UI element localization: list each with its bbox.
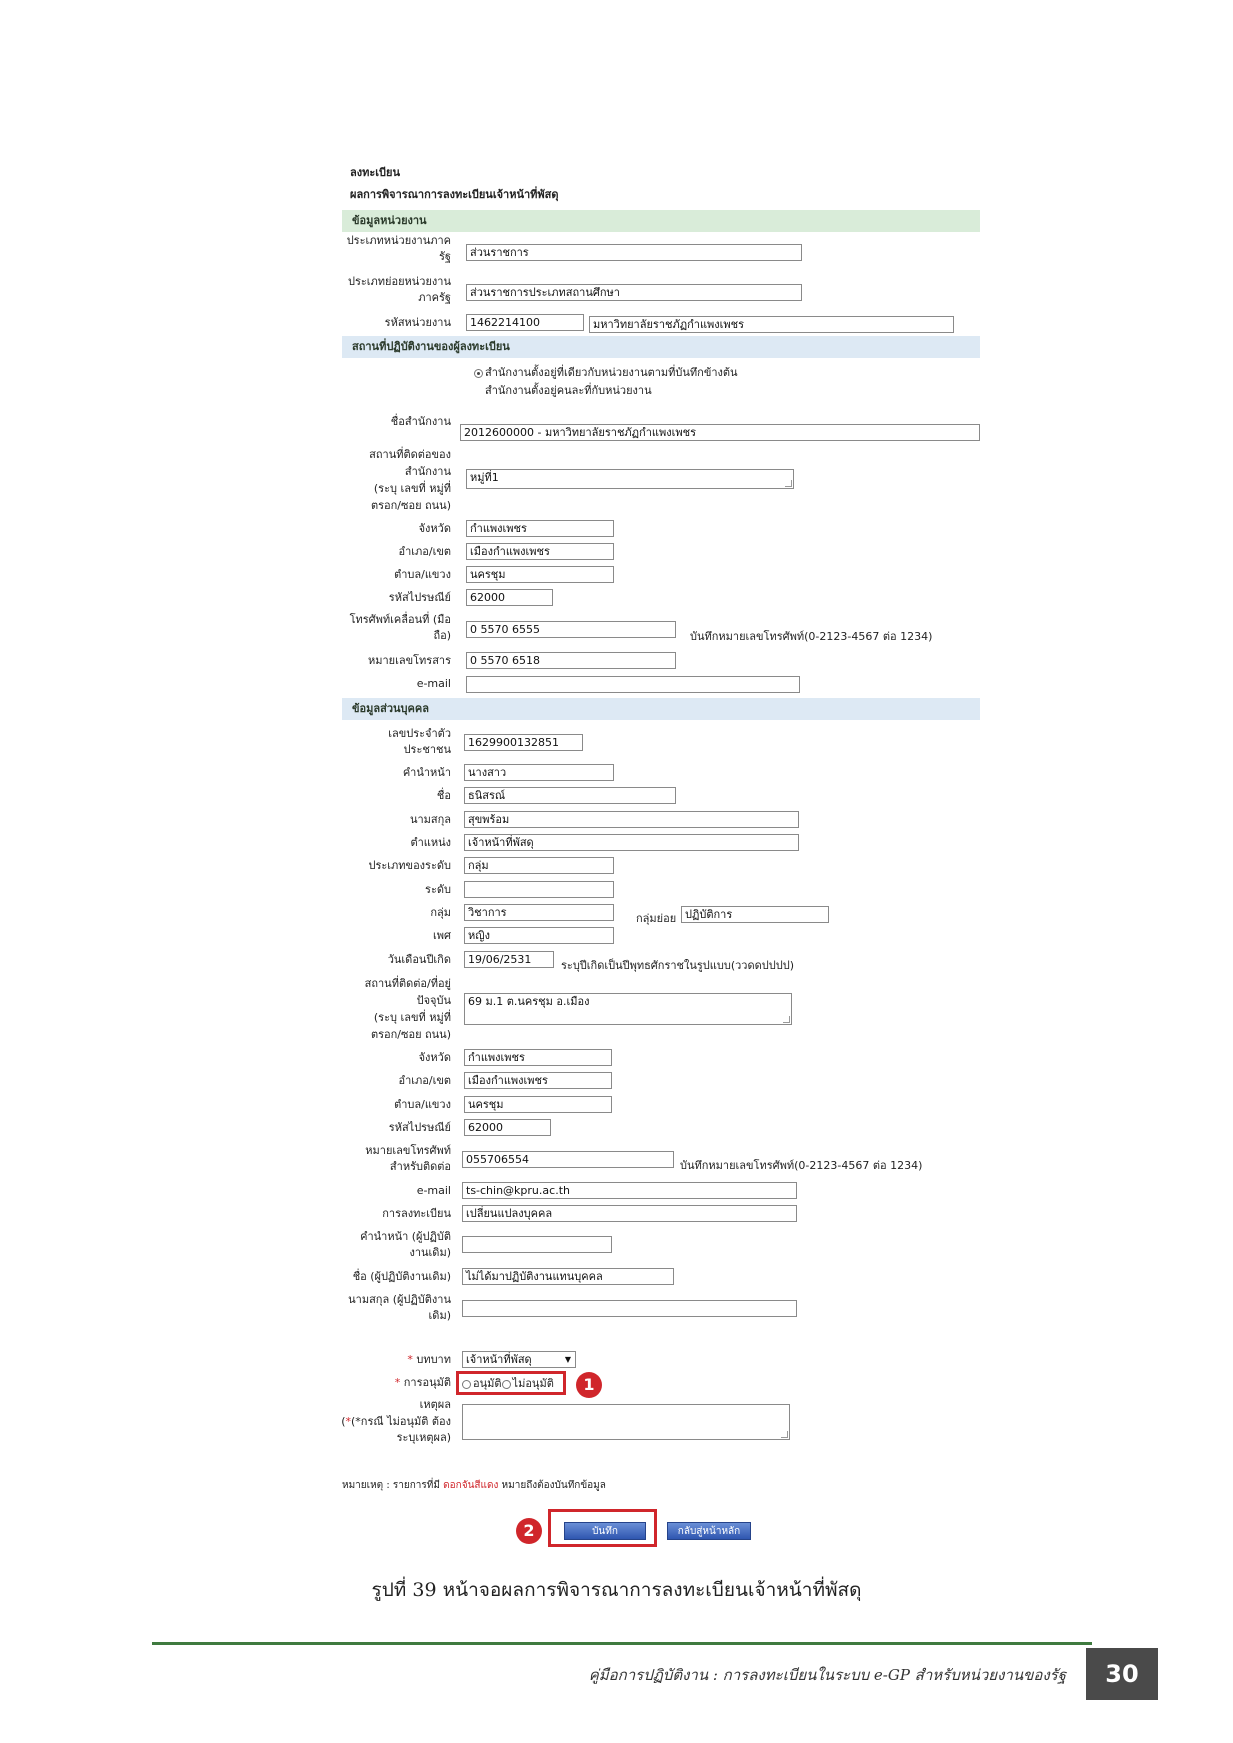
office-fax-label: หมายเลขโทรสาร	[367, 654, 451, 667]
resize-grip-icon[interactable]	[783, 1016, 790, 1023]
office-province-label: จังหวัด	[418, 522, 451, 535]
position-label: ตำแหน่ง	[410, 836, 451, 849]
office-postal-field[interactable]: 62000	[466, 589, 553, 606]
office-location-same-option[interactable]: สำนักงานตั้งอยู่ที่เดียวกับหน่วยงานตามที่บันทึกข้างต้น	[474, 366, 738, 381]
home-subdistrict-field[interactable]: นครชุม	[464, 1096, 612, 1113]
reason-label: เหตุผล (*(*กรณี ไม่อนุมัติ ต้อง ระบุเหตุผล)	[341, 1398, 451, 1444]
office-location-other-option[interactable]: สำนักงานตั้งอยู่คนละที่กับหน่วยงาน	[485, 384, 652, 397]
breadcrumb: ลงทะเบียน	[350, 166, 400, 179]
sex-field[interactable]: หญิง	[464, 927, 614, 944]
office-email-label: e-mail	[416, 677, 451, 690]
home-address-label: สถานที่ติดต่อ/ที่อยู่ ปัจจุบัน (ระบุ เลขที่ หมู่ที่ ตรอก/ซอย ถนน)	[364, 977, 451, 1042]
callout-marker-2: 2	[516, 1518, 542, 1544]
sex-label: เพศ	[433, 929, 451, 942]
subgroup-label: กลุ่มย่อย	[636, 912, 677, 925]
resize-grip-icon[interactable]	[785, 480, 792, 487]
firstname-field[interactable]: ธนิสรณ์	[464, 787, 676, 804]
person-email-field[interactable]: ts-chin@kpru.ac.th	[462, 1182, 797, 1199]
birth-hint: ระบุปีเกิดเป็นปีพุทธศักราชในรูปแบบ(ววดดปปปป)	[561, 959, 794, 972]
agency-code-field[interactable]: 1462214100	[466, 314, 584, 331]
person-email-label: e-mail	[416, 1184, 451, 1197]
office-province-field[interactable]: กำแพงเพชร	[466, 520, 614, 537]
required-footnote: หมายเหตุ : รายการที่มี ดอกจันสีแดง หมายถึงต้องบันทึกข้อมูล	[342, 1480, 606, 1491]
agency-code-label: รหัสหน่วยงาน	[384, 316, 451, 329]
registration-type-label: การลงทะเบียน	[382, 1207, 451, 1220]
level-field[interactable]	[464, 881, 614, 898]
lastname-label: นามสกุล	[409, 813, 451, 826]
agency-section-header: ข้อมูลหน่วยงาน	[342, 210, 980, 232]
office-district-label: อำเภอ/เขต	[398, 545, 451, 558]
approve-yes-option[interactable]: อนุมัติ	[462, 1377, 502, 1390]
contact-phone-field[interactable]: 055706554	[462, 1151, 674, 1168]
office-subdistrict-label: ตำบล/แขวง	[394, 568, 451, 581]
approve-label: * การอนุมัติ	[394, 1376, 451, 1389]
person-section-header: ข้อมูลส่วนบุคคล	[342, 698, 980, 720]
position-field[interactable]: เจ้าหน้าที่พัสดุ	[464, 834, 799, 851]
dropdown-arrow-icon: ▼	[564, 1355, 571, 1364]
home-province-label: จังหวัด	[418, 1051, 451, 1064]
old-prefix-field[interactable]	[462, 1236, 612, 1253]
office-name-label: ชื่อสำนักงาน	[390, 415, 451, 428]
office-fax-field[interactable]: 0 5570 6518	[466, 652, 676, 669]
radio-same-icon[interactable]	[474, 369, 483, 378]
level-type-field[interactable]: กลุ่ม	[464, 857, 614, 874]
mobile-hint: บันทึกหมายเลขโทรศัพท์(0-2123-4567 ต่อ 1234)	[690, 630, 933, 643]
id-field[interactable]: 1629900132851	[464, 734, 583, 751]
subgroup-field[interactable]: ปฏิบัติการ	[681, 906, 829, 923]
page-number: 30	[1086, 1648, 1158, 1700]
home-province-field[interactable]: กำแพงเพชร	[464, 1049, 612, 1066]
agency-subtype-label: ประเภทย่อยหน่วยงาน ภาครัฐ	[347, 275, 451, 304]
figure-caption: รูปที่ 39 หน้าจอผลการพิจารณาการลงทะเบียนเจ้าหน้าที่พัสดุ	[371, 1579, 862, 1601]
home-district-field[interactable]: เมืองกำแพงเพชร	[464, 1072, 612, 1089]
home-postal-field[interactable]: 62000	[464, 1119, 551, 1136]
approve-no-option[interactable]: ไม่อนุมัติ	[502, 1377, 554, 1390]
id-label: เลขประจำตัว ประชาชน	[388, 727, 451, 756]
home-address-field[interactable]: 69 ม.1 ต.นครชุม อ.เมือง	[464, 993, 792, 1025]
workplace-section-header: สถานที่ปฏิบัติงานของผู้ลงทะเบียน	[342, 336, 980, 358]
office-address-field[interactable]: หมู่ที่1	[466, 469, 794, 489]
old-prefix-label: คำนำหน้า (ผู้ปฏิบัติ งานเดิม)	[360, 1230, 451, 1259]
callout-marker-1: 1	[576, 1372, 602, 1398]
resize-grip-icon[interactable]	[781, 1431, 788, 1438]
agency-name-field[interactable]: มหาวิทยาลัยราชภัฏกำแพงเพชร	[589, 316, 954, 333]
prefix-field[interactable]: นางสาว	[464, 764, 614, 781]
office-postal-label: รหัสไปรษณีย์	[388, 591, 451, 604]
home-district-label: อำเภอ/เขต	[398, 1074, 451, 1087]
office-email-field[interactable]	[466, 676, 800, 693]
old-lastname-field[interactable]	[462, 1300, 797, 1317]
page-title: ผลการพิจารณาการลงทะเบียนเจ้าหน้าที่พัสดุ	[350, 188, 559, 201]
footer-rule	[152, 1642, 1092, 1645]
office-subdistrict-field[interactable]: นครชุม	[466, 566, 614, 583]
footer-text: คู่มือการปฏิบัติงาน : การลงทะเบียนในระบบ e-GP สำหรับหน่วยงานของรัฐ	[588, 1666, 1066, 1684]
office-address-label: สถานที่ติดต่อของ สำนักงาน (ระบุ เลขที่ หมู่ที่ ตรอก/ซอย ถนน)	[369, 448, 451, 513]
reason-field[interactable]	[462, 1404, 790, 1440]
lastname-field[interactable]: สุขพร้อม	[464, 811, 799, 828]
level-label: ระดับ	[425, 883, 451, 896]
old-lastname-label: นามสกุล (ผู้ปฏิบัติงาน เดิม)	[348, 1293, 451, 1322]
home-postal-label: รหัสไปรษณีย์	[388, 1121, 451, 1134]
birth-field[interactable]: 19/06/2531	[464, 951, 554, 968]
home-subdistrict-label: ตำบล/แขวง	[394, 1098, 451, 1111]
office-district-field[interactable]: เมืองกำแพงเพชร	[466, 543, 614, 560]
registration-type-field[interactable]: เปลี่ยนแปลงบุคคล	[462, 1205, 797, 1222]
group-label: กลุ่ม	[430, 906, 451, 919]
agency-type-label: ประเภทหน่วยงานภาค รัฐ	[346, 234, 451, 263]
prefix-label: คำนำหน้า	[402, 766, 451, 779]
save-button[interactable]: บันทึก	[564, 1522, 646, 1540]
callout-box-approval	[456, 1371, 566, 1395]
back-to-home-button[interactable]: กลับสู่หน้าหลัก	[667, 1522, 751, 1540]
agency-subtype-field[interactable]: ส่วนราชการประเภทสถานศึกษา	[466, 284, 802, 301]
level-type-label: ประเภทของระดับ	[368, 859, 451, 872]
role-select[interactable]: เจ้าหน้าที่พัสดุ ▼	[462, 1351, 576, 1368]
old-name-field[interactable]: ไม่ได้มาปฏิบัติงานแทนบุคคล	[462, 1268, 674, 1285]
firstname-label: ชื่อ	[436, 789, 451, 802]
birth-label: วันเดือนปีเกิด	[387, 953, 451, 966]
old-name-label: ชื่อ (ผู้ปฏิบัติงานเดิม)	[352, 1270, 451, 1283]
office-name-field[interactable]: 2012600000 - มหาวิทยาลัยราชภัฏกำแพงเพชร	[460, 424, 980, 441]
phone-hint: บันทึกหมายเลขโทรศัพท์(0-2123-4567 ต่อ 1234)	[680, 1159, 923, 1172]
group-field[interactable]: วิชาการ	[464, 904, 614, 921]
office-mobile-label: โทรศัพท์เคลื่อนที่ (มือ ถือ)	[349, 613, 451, 642]
contact-phone-label: หมายเลขโทรศัพท์ สำหรับติดต่อ	[365, 1144, 451, 1173]
office-mobile-field[interactable]: 0 5570 6555	[466, 621, 676, 638]
agency-type-field[interactable]: ส่วนราชการ	[466, 244, 802, 261]
role-label: * บทบาท	[407, 1353, 451, 1366]
